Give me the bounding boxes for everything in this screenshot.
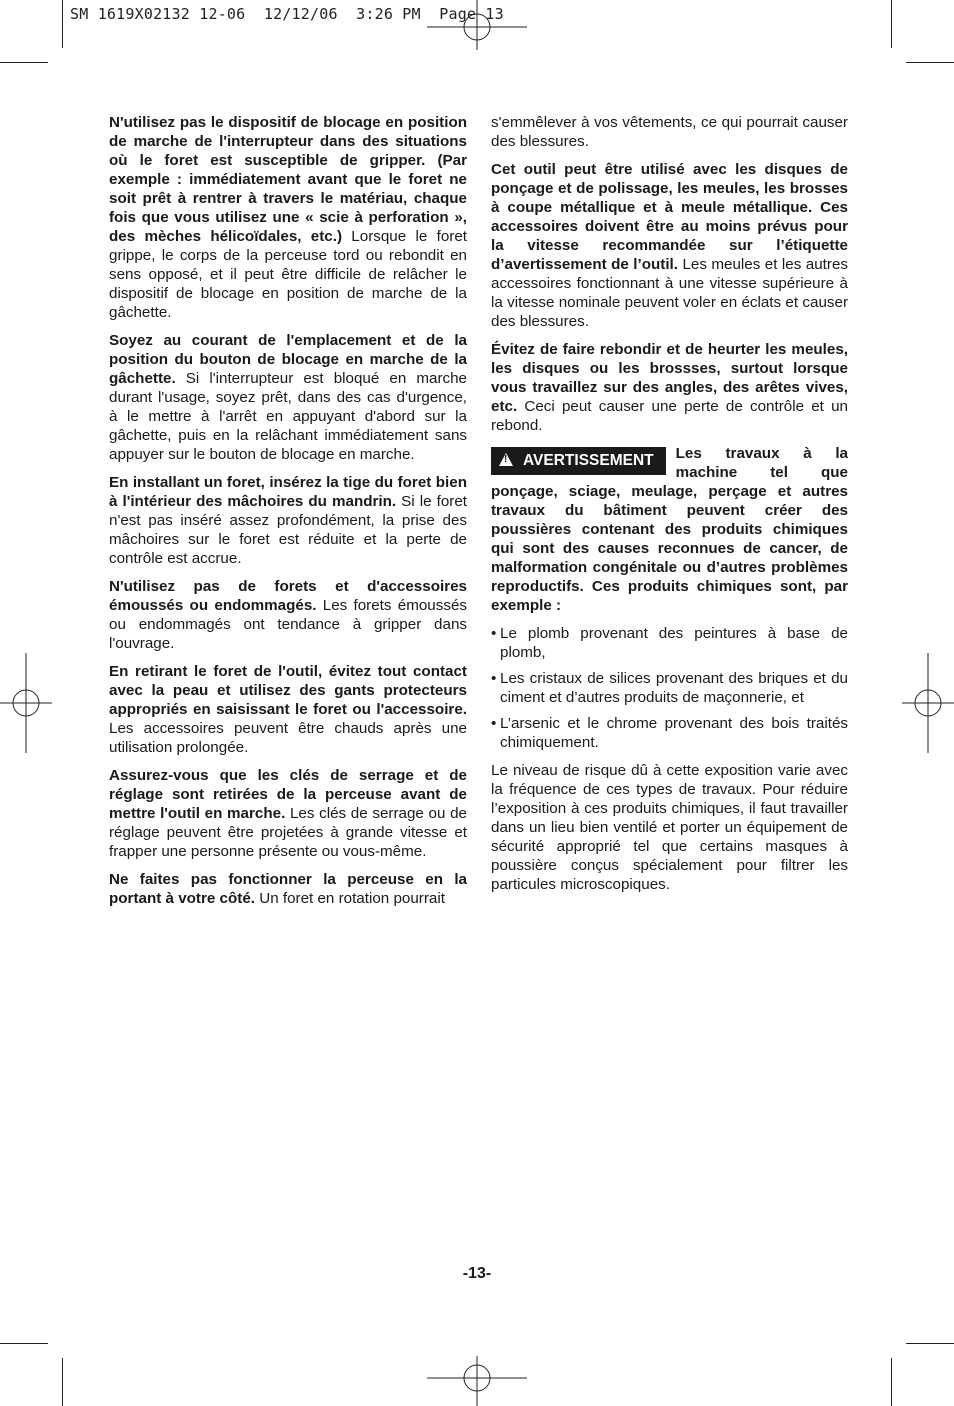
paragraph-lock-button: Soyez au courant de l'emplacement et de la position du bouton de blocage en marche de la gâchette. Si l'interrupteur est bloqué en marche durant l'usage, soyez prêt, dans des cas d'urgence, à le mettre à l'arrêt en appuyant d'abord sur la gâchette, puis en la relâchant immédiatement sans appuyer sur le bouton de blocage en marche. [109,332,467,463]
right-column [491,113,848,903]
registration-mark-left [0,653,52,753]
warning-label: !AVERTISSEMENT [491,447,666,475]
list-item: • Le plomb provenant des peintures à base de plomb, [491,624,848,662]
crop-mark-top-left-v [62,0,63,48]
paragraph-carry-side: Ne faites pas fonctionner la perceuse en la portant à votre côté. Un foret en rotation pourrait [109,871,467,907]
crop-mark-bottom-right-v [891,1358,892,1406]
paragraph-remove-bit: En retirant le foret de l'outil, évitez tout contact avec la peau et utilisez des gants protecteurs appropriés en saisissant le foret ou l'accessoire. Les accessoires peuvent être chauds après une utilisation prolongée. [109,663,467,756]
paragraph-dull-bits: N'utilisez pas de forets et d'accessoires émoussés ou endommagés. Les forets émoussés ou endommagés ont tendance à gripper dans l'ouvrage. [109,578,467,652]
chemical-list [491,624,848,752]
paragraph-warning [491,444,848,615]
registration-mark-right [902,653,954,753]
list-item: • Les cristaux de silices provenant des briques et du ciment et d’autres produits de maçonnerie, et [491,669,848,707]
crop-mark-bottom-left-v [62,1358,63,1406]
list-item: • L’arsenic et le chrome provenant des bois traités chimiquement. [491,714,848,752]
printer-slug: SM 1619X02132 12-06 12/12/06 3:26 PM Page 13 [70,5,504,23]
warning-triangle-icon [499,453,513,466]
paragraph-keys-removed: Assurez-vous que les clés de serrage et de réglage sont retirées de la perceuse avant de mettre l'outil en marche. Les clés de serrage ou de réglage peuvent être projetées à grande vitesse et frapper une personne présente ou vous-même. [109,767,467,860]
page-number: -13- [462,1265,492,1282]
paragraph-continued: s'emmêlever à vos vêtements, ce qui pourrait causer des blessures. [491,114,848,150]
registration-mark-bottom [427,1356,527,1406]
crop-mark-bottom-right-h [906,1343,954,1344]
left-column [109,113,467,917]
paragraph-trigger-lock: N'utilisez pas le dispositif de blocage en position de marche de l'interrupteur dans des situations où le foret est susceptible de gripper. (Par exemple : immédiatement avant que le foret ne soit prêt à rentrer à travers le matériau, chaque fois que vous utilisez une « scie à perforation », des mèches hélicoïdales, etc.) Lorsque le foret grippe, le corps de la perceuse tord ou rebondit en sens opposé, et il peut être difficile de relâcher le dispositif de blocage en position de marche de la gâchette. [109,114,467,321]
registration-mark-top [427,0,527,50]
paragraph-accessories: Cet outil peut être utilisé avec les disques de ponçage et de polissage, les meules, les brosses à coupe métallique et à meule métallique. Ces accessoires doivent être au moins prévus pour la vitesse recommandée sur l’étiquette d’avertissement de l’outil. Les meules et les autres accessoires fonctionnant à une vitesse supérieure à la vitesse nominale peuvent voler en éclats et causer des blessures. [491,161,848,330]
crop-mark-top-right-v [891,0,892,48]
paragraph-closing: Le niveau de risque dû à cette exposition varie avec la fréquence de ces types de travaux. Pour réduire l’exposition à ces produits chimiques, il faut travailler dans un lieu bien ventilé et porter un équipement de sécurité approprié tel que certains masques à poussière conçus spécialement pour filtrer les particules microscopiques. [491,762,848,893]
crop-mark-top-right-h [906,62,954,63]
warning-text: Les travaux à la machine tel que ponçage, sciage, meulage, perçage et autres travaux du bâtiment peuvent créer des poussières contenant des produits chimiques qui sont des causes reconnues de cancer, de malformation congénitale ou d’autres problèmes reproductifs. Ces produits chimiques sont, par exemple : [491,445,848,614]
paragraph-kickback: Évitez de faire rebondir et de heurter les meules, les disques ou les brossses, surtout lorsque vous travaillez sur des angles, des arêtes vives, etc. Ceci peut causer une perte de contrôle et un rebond. [491,341,848,434]
crop-mark-top-left-h [0,62,48,63]
paragraph-install-bit: En installant un foret, insérez la tige du foret bien à l'intérieur des mâchoires du mandrin. Si le foret n'est pas inséré assez profondément, la prise des mâchoires sur le foret est réduite et la perte de contrôle est accrue. [109,474,467,567]
crop-mark-bottom-left-h [0,1343,48,1344]
